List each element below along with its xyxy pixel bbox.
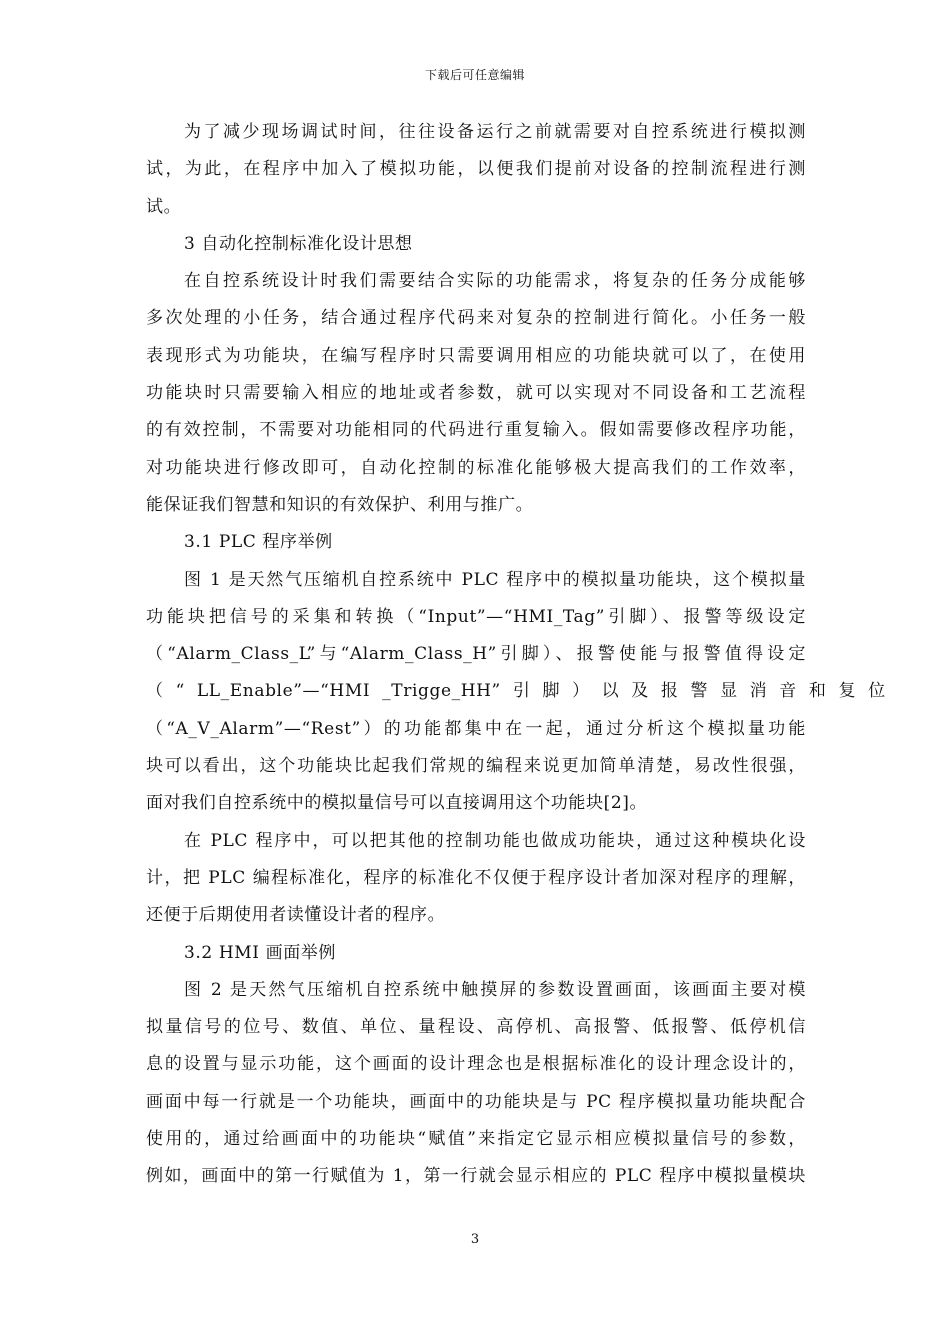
page-number: 3 [470, 1232, 480, 1247]
paragraph-line: 在自控系统设计时我们需要结合实际的功能需求，将复杂的任务分成能够 [184, 271, 806, 292]
paragraph-line: 使用的，通过给画面中的功能块“赋值”来指定它显示相应模拟量信号的参数， [146, 1129, 806, 1150]
paragraph-line: 在 PLC 程序中，可以把其他的控制功能也做成功能块，通过这种模块化设 [184, 830, 806, 851]
paragraph-line: 表现形式为功能块，在编写程序时只需要调用相应的功能块就可以了，在使用 [146, 345, 806, 366]
paragraph-line: 息的设置与显示功能，这个画面的设计理念也是根据标准化的设计理念设计的， [146, 1054, 806, 1075]
paragraph-line: 例如，画面中的第一行赋值为 1，第一行就会显示相应的 PLC 程序中模拟量模块 [146, 1166, 806, 1187]
document-body [146, 114, 886, 1196]
paragraph-line: （“A_V_Alarm”—“Rest”）的功能都集中在一起，通过分析这个模拟量功能 [146, 718, 806, 739]
paragraph-line: 图 2 是天然气压缩机自控系统中触摸屏的参数设置画面，该画面主要对模 [184, 979, 806, 1000]
section-heading-3-1: 3.1 PLC 程序举例 [184, 532, 333, 553]
section-heading-3: 3 自动化控制标准化设计思想 [184, 233, 413, 254]
paragraph-line: 功能块把信号的采集和转换（“Input”—“HMI_Tag”引脚）、报警等级设定 [146, 606, 806, 627]
paragraph-line: 试。 [146, 196, 182, 217]
paragraph-line: 试，为此，在程序中加入了模拟功能，以便我们提前对设备的控制流程进行测 [146, 159, 806, 180]
paragraph-line: 块可以看出，这个功能块比起我们常规的编程来说更加简单清楚，易改性很强， [146, 756, 806, 777]
section-heading-3-2: 3.2 HMI 画面举例 [184, 942, 336, 963]
paragraph-line: 画面中每一行就是一个功能块，画面中的功能块是与 PC 程序模拟量功能块配合 [146, 1091, 806, 1112]
paragraph-line: 图 1 是天然气压缩机自控系统中 PLC 程序中的模拟量功能块，这个模拟量 [184, 569, 806, 590]
paragraph-line: 的有效控制，不需要对功能相同的代码进行重复输入。假如需要修改程序功能， [146, 420, 806, 441]
paragraph-line: 还便于后期使用者读懂设计者的程序。 [146, 905, 446, 926]
page-header: 下载后可任意编辑 [424, 68, 525, 82]
paragraph-line: 计，把 PLC 编程标准化，程序的标准化不仅便于程序设计者加深对程序的理解， [146, 867, 806, 888]
paragraph-line: 对功能块进行修改即可，自动化控制的标准化能够极大提高我们的工作效率， [146, 457, 806, 478]
paragraph-line: （“Alarm_Class_L”与“Alarm_Class_H”引脚）、报警使能与报警值得设定 [146, 644, 806, 665]
paragraph-line: 功能块时只需要输入相应的地址或者参数，就可以实现对不同设备和工艺流程 [146, 383, 806, 404]
paragraph-line: 面对我们自控系统中的模拟量信号可以直接调用这个功能块[2]。 [146, 793, 648, 814]
paragraph-line: 能保证我们智慧和知识的有效保护、利用与推广。 [146, 494, 534, 515]
paragraph-line: 拟量信号的位号、数值、单位、量程设、高停机、高报警、低报警、低停机信 [146, 1017, 806, 1038]
paragraph-line: （ “ LL_Enable”—“HMI _Trigge_HH” 引 脚 ） 以 及 报 警 显 消 音 和 复 位 [146, 681, 886, 702]
paragraph-line: 为了减少现场调试时间，往往设备运行之前就需要对自控系统进行模拟测 [184, 122, 806, 142]
paragraph-line: 多次处理的小任务，结合通过程序代码来对复杂的控制进行简化。小任务一般 [146, 308, 806, 329]
